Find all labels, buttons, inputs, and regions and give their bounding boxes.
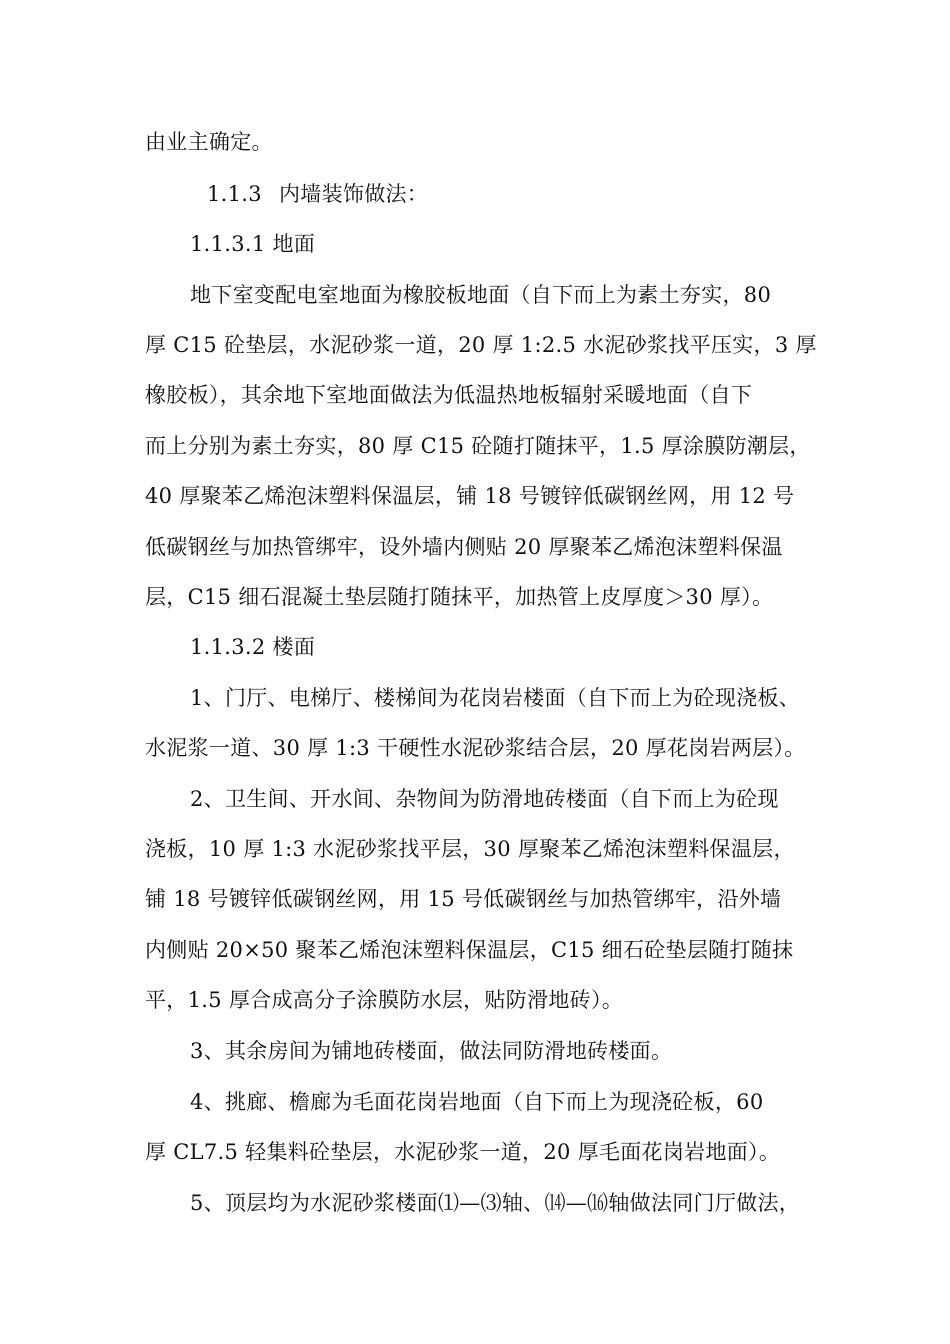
paragraph-line: 低碳钢丝与加热管绑牢，设外墙内侧贴 20 厚聚苯乙烯泡沫塑料保温 — [145, 535, 783, 559]
paragraph-line: 平，1.5 厚合成高分子涂膜防水层，贴防滑地砖）。 — [145, 988, 624, 1012]
paragraph-line: 4、挑廊、檐廊为毛面花岗岩地面（自下而上为现浇砼板，60 — [190, 1090, 764, 1114]
section-number: 1.1.3 — [207, 182, 262, 206]
paragraph-line: 层，C15 细石混凝土垫层随打随抹平，加热管上皮厚度＞30 厚）。 — [145, 585, 774, 609]
section-heading — [0, 180, 950, 208]
paragraph-line: 2、卫生间、开水间、杂物间为防滑地砖楼面（自下而上为砼现 — [190, 787, 779, 811]
section-title: 内墙装饰做法： — [279, 182, 429, 206]
paragraph-line: 40 厚聚苯乙烯泡沫塑料保温层，铺 18 号镀锌低碳钢丝网，用 12 号 — [145, 484, 795, 508]
paragraph-line: 1、门厅、电梯厅、楼梯间为花岗岩楼面（自下而上为砼现浇板、 — [190, 686, 801, 710]
paragraph-line: 3、其余房间为铺地砖楼面，做法同防滑地砖楼面。 — [190, 1039, 673, 1063]
paragraph-line: 地下室变配电室地面为橡胶板地面（自下而上为素土夯实，80 — [190, 283, 772, 307]
subsection-heading: 1.1.3.2 楼面 — [190, 635, 316, 659]
paragraph-line: 浇板，10 厚 1:3 水泥砂浆找平层，30 厚聚苯乙烯泡沫塑料保温层， — [145, 837, 795, 861]
paragraph-line: 内侧贴 20×50 聚苯乙烯泡沫塑料保温层，C15 细石砼垫层随打随抹 — [145, 938, 794, 962]
paragraph-line: 厚 CL7.5 轻集料砼垫层，水泥砂浆一道，20 厚毛面花岗岩地面）。 — [145, 1140, 781, 1164]
paragraph-line: 由业主确定。 — [145, 130, 273, 154]
subsection-heading: 1.1.3.1 地面 — [190, 232, 316, 256]
paragraph-line: 铺 18 号镀锌低碳钢丝网，用 15 号低碳钢丝与加热管绑牢，沿外墙 — [145, 887, 782, 911]
paragraph-line: 而上分别为素土夯实，80 厚 C15 砼随打随抹平，1.5 厚涂膜防潮层， — [145, 434, 811, 458]
paragraph-line: 5、顶层均为水泥砂浆楼面⑴—⑶轴、⒁—⒃轴做法同门厅做法， — [190, 1191, 801, 1215]
paragraph-line: 橡胶板），其余地下室地面做法为低温热地板辐射采暖地面（自下 — [145, 383, 753, 407]
paragraph-line: 水泥浆一道、30 厚 1:3 干硬性水泥砂浆结合层，20 厚花岗岩两层）。 — [145, 736, 806, 760]
paragraph-line: 厚 C15 砼垫层，水泥砂浆一道，20 厚 1:2.5 水泥砂浆找平压实，3 厚 — [145, 333, 817, 357]
